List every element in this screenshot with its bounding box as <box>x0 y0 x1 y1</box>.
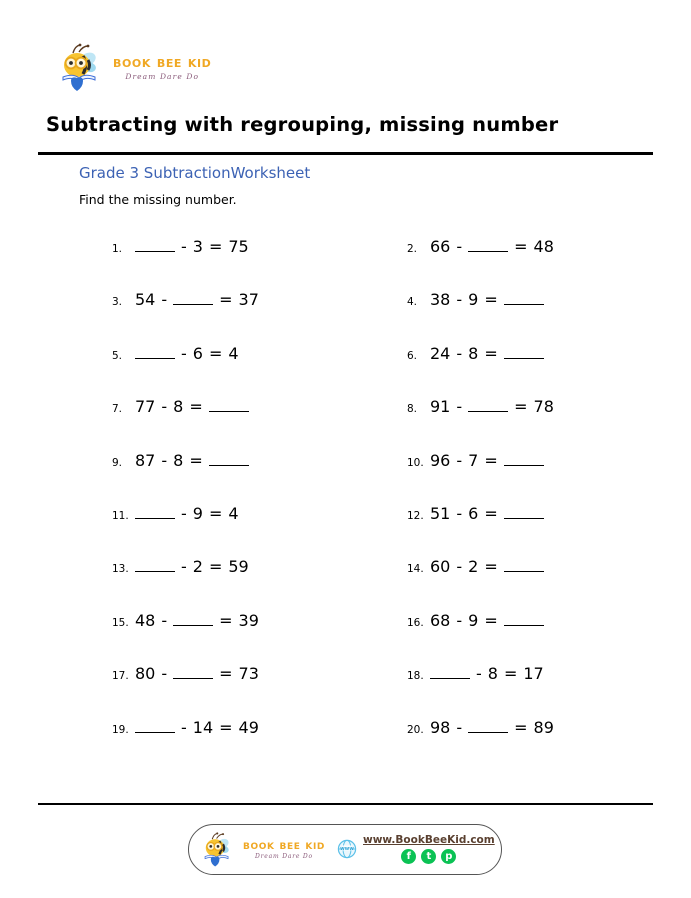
brand-text-block <box>113 55 211 81</box>
problem-number: 18. <box>407 670 424 683</box>
footer-logo <box>199 832 325 868</box>
problem-expression <box>135 343 239 363</box>
problem-item <box>407 663 544 683</box>
problem-item <box>407 503 544 523</box>
expression-token: 98 <box>430 717 451 737</box>
expression-token: - <box>161 664 168 684</box>
problem-expression <box>430 236 554 256</box>
expression-token: = <box>514 237 528 256</box>
expression-token: = <box>189 450 203 470</box>
expression-token: - <box>456 717 463 737</box>
problem-item <box>112 610 259 630</box>
expression-token: 91 <box>430 397 451 417</box>
expression-token: 87 <box>135 450 156 470</box>
problem-expression <box>135 610 259 630</box>
problem-expression <box>430 396 554 416</box>
problem-row <box>0 236 691 289</box>
expression-token: = <box>484 450 498 470</box>
problem-item <box>112 450 249 470</box>
problem-expression <box>135 556 249 576</box>
problem-item <box>112 396 249 416</box>
problem-row <box>0 396 691 449</box>
expression-token: 89 <box>533 717 554 737</box>
expression-token: - <box>161 610 168 630</box>
answer-blank[interactable] <box>504 289 544 305</box>
expression-token: 75 <box>228 237 249 256</box>
expression-token: = <box>208 237 223 256</box>
problem-number: 19. <box>112 723 129 736</box>
footer-divider <box>38 803 653 805</box>
expression-token: = <box>484 610 498 630</box>
expression-token: = <box>514 397 528 417</box>
expression-token: 48 <box>135 610 156 630</box>
expression-token: 8 <box>487 664 498 684</box>
answer-blank[interactable] <box>173 289 213 305</box>
expression-token: 37 <box>238 290 259 310</box>
problem-expression <box>135 289 259 309</box>
problem-number: 4. <box>407 296 418 309</box>
expression-token: 7 <box>468 450 479 470</box>
expression-token: - <box>456 557 463 577</box>
problem-expression <box>135 663 259 683</box>
problem-number: 17. <box>112 670 129 683</box>
problem-item <box>112 289 259 309</box>
answer-blank[interactable] <box>135 236 175 252</box>
problem-item <box>112 663 259 683</box>
expression-token: - <box>161 397 168 417</box>
problem-number: 20. <box>407 723 424 736</box>
answer-blank[interactable] <box>209 450 249 466</box>
expression-token: - <box>456 503 463 523</box>
expression-token: - <box>181 343 187 363</box>
problem-number: 5. <box>112 349 123 362</box>
answer-blank[interactable] <box>468 236 508 252</box>
problem-number: 1. <box>112 243 123 255</box>
answer-blank[interactable] <box>135 343 175 359</box>
problem-number: 6. <box>407 349 418 362</box>
answer-blank[interactable] <box>173 610 213 626</box>
problem-number: 11. <box>112 509 129 522</box>
expression-token: 8 <box>468 343 479 363</box>
expression-token: 39 <box>238 610 259 630</box>
problem-item <box>112 556 249 576</box>
footer-web-block <box>337 835 501 865</box>
answer-blank[interactable] <box>135 556 175 572</box>
answer-blank[interactable] <box>504 343 544 359</box>
problem-number: 7. <box>112 403 123 416</box>
expression-token: - <box>181 503 187 523</box>
expression-token: 77 <box>135 397 156 417</box>
expression-token: 2 <box>468 557 479 577</box>
footer-brand-text <box>243 836 325 861</box>
expression-token: - <box>456 343 463 363</box>
problem-number: 12. <box>407 509 424 522</box>
expression-token: - <box>181 717 187 737</box>
problem-item <box>112 236 249 256</box>
twitter-icon[interactable]: t <box>421 849 436 864</box>
problem-number: 9. <box>112 456 123 469</box>
expression-token: 66 <box>430 237 451 256</box>
expression-token: 4 <box>228 343 239 363</box>
problem-item <box>112 503 239 523</box>
page-title: Subtracting with regrouping, missing number <box>46 113 559 136</box>
expression-token: 96 <box>430 450 451 470</box>
expression-token: 9 <box>468 290 479 310</box>
brand-tagline: Dream Dare Do <box>125 72 200 82</box>
expression-token: 2 <box>192 557 203 577</box>
problem-expression <box>430 556 544 576</box>
expression-token: = <box>189 397 203 417</box>
problem-row <box>0 503 691 556</box>
problem-item <box>407 610 544 630</box>
footer-links <box>363 835 495 865</box>
problem-item <box>112 717 259 737</box>
problem-number: 8. <box>407 403 418 416</box>
expression-token: 8 <box>173 397 184 417</box>
header-divider <box>38 152 653 155</box>
expression-token: - <box>456 610 463 630</box>
expression-token: 48 <box>533 237 554 256</box>
problem-expression <box>135 503 239 523</box>
header-logo <box>55 42 315 94</box>
expression-token: 49 <box>238 717 259 737</box>
problem-row <box>0 663 691 716</box>
problem-row <box>0 717 691 770</box>
expression-token: = <box>484 557 498 577</box>
globe-www-icon <box>337 839 357 859</box>
problem-expression <box>430 663 544 683</box>
problem-item <box>407 289 544 309</box>
worksheet-subtitle: Grade 3 SubtractionWorksheet <box>79 164 311 182</box>
expression-token: 9 <box>468 610 479 630</box>
expression-token: 59 <box>228 557 249 577</box>
problem-item <box>112 343 239 363</box>
expression-token: 14 <box>192 717 214 737</box>
pinterest-icon[interactable]: p <box>441 849 456 864</box>
expression-token: = <box>208 557 223 577</box>
problem-number: 16. <box>407 616 424 629</box>
expression-token: - <box>456 397 463 417</box>
expression-token: 4 <box>228 503 239 523</box>
problem-expression <box>430 450 544 470</box>
expression-token: 24 <box>430 343 451 363</box>
answer-blank[interactable] <box>135 717 175 733</box>
bee-reading-book-icon <box>199 832 237 868</box>
expression-token: 80 <box>135 664 156 684</box>
expression-token: - <box>161 290 168 310</box>
problem-row <box>0 343 691 396</box>
expression-token: 78 <box>533 397 554 417</box>
expression-token: - <box>161 450 168 470</box>
expression-token: 9 <box>192 503 203 523</box>
problem-item <box>407 396 554 416</box>
expression-token: = <box>219 664 233 684</box>
expression-token: 8 <box>173 450 184 470</box>
svg-text:www: www <box>340 846 354 853</box>
problem-item <box>407 236 554 256</box>
expression-token: = <box>219 290 233 310</box>
problem-expression <box>135 396 249 416</box>
answer-blank[interactable] <box>430 663 470 679</box>
expression-token: 73 <box>238 664 259 684</box>
expression-token: 6 <box>468 503 479 523</box>
problem-number: 2. <box>407 243 418 255</box>
expression-token: - <box>476 664 482 684</box>
answer-blank[interactable] <box>504 503 544 519</box>
expression-token: = <box>514 717 528 737</box>
website-link[interactable]: www.BookBeeKid.com <box>363 833 495 846</box>
social-icons <box>401 849 456 864</box>
answer-blank[interactable] <box>504 610 544 626</box>
worksheet-instruction: Find the missing number. <box>79 192 237 207</box>
expression-token: - <box>181 237 187 256</box>
brand-name: book bee kid <box>243 836 325 852</box>
problem-item <box>407 450 544 470</box>
problem-expression <box>430 717 554 737</box>
problem-item <box>407 717 554 737</box>
expression-token: = <box>484 503 498 523</box>
expression-token: = <box>484 290 498 310</box>
answer-blank[interactable] <box>504 556 544 572</box>
problem-number: 14. <box>407 563 424 576</box>
answer-blank[interactable] <box>468 717 508 733</box>
footer-bar <box>188 824 502 875</box>
problem-number: 13. <box>112 563 129 576</box>
problem-expression <box>430 343 544 363</box>
problems-grid <box>0 236 691 770</box>
problem-item <box>407 343 544 363</box>
bee-reading-book-icon <box>55 43 107 93</box>
answer-blank[interactable] <box>504 450 544 466</box>
problem-row <box>0 289 691 342</box>
expression-token: - <box>456 237 463 256</box>
expression-token: 68 <box>430 610 451 630</box>
problem-expression <box>135 450 249 470</box>
expression-token: - <box>456 290 463 310</box>
expression-token: = <box>219 610 233 630</box>
brand-name: book bee kid <box>113 53 212 72</box>
expression-token: 6 <box>192 343 203 363</box>
expression-token: 51 <box>430 503 451 523</box>
problem-row <box>0 556 691 609</box>
expression-token: - <box>181 557 187 577</box>
problem-item <box>407 556 544 576</box>
expression-token: - <box>456 450 463 470</box>
problem-row <box>0 450 691 503</box>
answer-blank[interactable] <box>209 396 249 412</box>
problem-row <box>0 610 691 663</box>
problem-expression <box>135 236 249 256</box>
facebook-icon[interactable]: f <box>401 849 416 864</box>
problem-expression <box>430 610 544 630</box>
expression-token: 38 <box>430 290 451 310</box>
expression-token: = <box>208 343 223 363</box>
expression-token: = <box>208 503 223 523</box>
expression-token: 17 <box>523 664 544 684</box>
expression-token: 3 <box>192 237 203 256</box>
brand-tagline: Dream Dare Do <box>255 853 313 861</box>
expression-token: = <box>503 664 518 684</box>
expression-token: 60 <box>430 557 451 577</box>
problem-number: 3. <box>112 296 123 309</box>
answer-blank[interactable] <box>173 663 213 679</box>
problem-number: 10. <box>407 456 424 469</box>
expression-token: 54 <box>135 290 156 310</box>
problem-number: 15. <box>112 616 129 629</box>
problem-expression <box>430 503 544 523</box>
problem-expression <box>135 717 259 737</box>
problem-expression <box>430 289 544 309</box>
answer-blank[interactable] <box>468 396 508 412</box>
expression-token: = <box>219 717 233 737</box>
expression-token: = <box>484 343 498 363</box>
answer-blank[interactable] <box>135 503 175 519</box>
